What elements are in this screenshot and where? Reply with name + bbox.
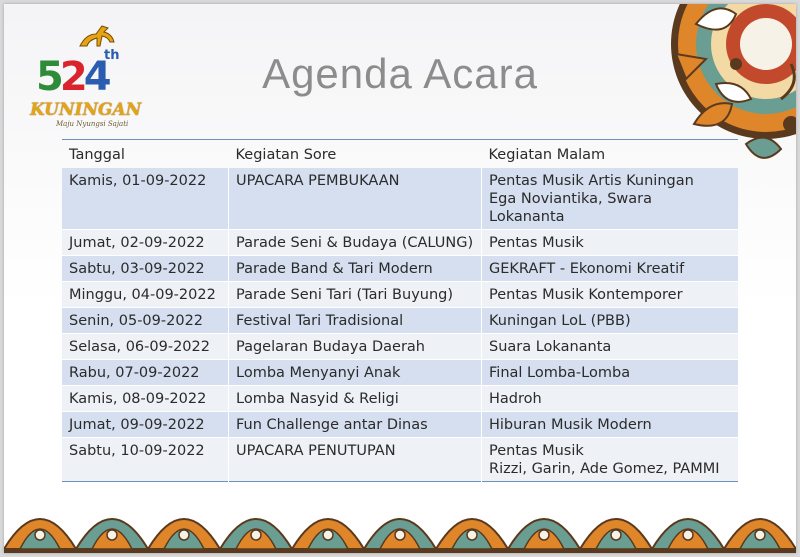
cell-line: GEKRAFT - Ekonomi Kreatif (489, 261, 685, 277)
cell-tanggal: Kamis, 01-09-2022 (69, 173, 207, 189)
cell-kegiatan-sore: Pagelaran Budaya Daerah (229, 334, 482, 360)
cell-line: Pentas Musik Artis Kuningan (489, 173, 694, 189)
cell-line: Pentas Musik (489, 235, 584, 251)
cell-kegiatan-sore: Parade Seni Tari (Tari Buyung) (229, 282, 482, 308)
horse-emblem-icon (76, 22, 120, 50)
cell-kegiatan-malam (482, 282, 739, 308)
cell-line: Hadroh (489, 391, 542, 407)
cell-kegiatan-malam (482, 386, 739, 412)
cell-kegiatan-malam (482, 412, 739, 438)
cell-kegiatan-sore: Fun Challenge antar Dinas (229, 412, 482, 438)
logo-number: 524 (36, 54, 108, 100)
ornament-dot (611, 530, 621, 540)
cell-kegiatan-malam (482, 168, 739, 230)
logo-suffix: th (104, 48, 120, 63)
table-row (62, 230, 738, 256)
cell-tanggal: Sabtu, 03-09-2022 (69, 261, 205, 277)
page-title: Agenda Acara (262, 50, 538, 97)
cell-kegiatan-malam (482, 438, 739, 482)
cell-tanggal: Selasa, 06-09-2022 (69, 339, 210, 355)
cell-line: Final Lomba-Lomba (489, 365, 631, 381)
cell-line: Pentas Musik Kontemporer (489, 287, 683, 303)
ornament-dot (683, 530, 693, 540)
cell-tanggal: Minggu, 04-09-2022 (69, 287, 216, 303)
agenda-body (62, 168, 738, 482)
ornament-dot (467, 530, 477, 540)
table-header-row (62, 140, 738, 169)
cell-kegiatan-sore: UPACARA PEMBUKAAN (229, 168, 482, 230)
header-tanggal: Tanggal (69, 147, 125, 163)
header-kegiatan-malam: Kegiatan Malam (488, 147, 606, 163)
ornament-dot (107, 530, 117, 540)
batik-ornament-bottom-icon (4, 495, 796, 553)
cell-kegiatan-malam (482, 230, 739, 256)
cell-kegiatan-sore: UPACARA PENUTUPAN (229, 438, 482, 482)
cell-line: Kuningan LoL (PBB) (489, 313, 631, 329)
cell-tanggal: Jumat, 09-09-2022 (69, 417, 205, 433)
cell-line: Pentas Musik (489, 443, 584, 459)
ornament-dot (251, 530, 261, 540)
ornament-dot (395, 530, 405, 540)
table-row (62, 308, 738, 334)
cell-kegiatan-sore: Parade Seni & Budaya (CALUNG) (229, 230, 482, 256)
cell-kegiatan-malam (482, 256, 739, 282)
cell-kegiatan-sore: Lomba Menyanyi Anak (229, 360, 482, 386)
ornament-dot (539, 530, 549, 540)
cell-kegiatan-malam (482, 360, 739, 386)
cell-line: Rizzi, Garin, Ade Gomez, PAMMI (489, 461, 720, 477)
cell-tanggal: Jumat, 02-09-2022 (69, 235, 205, 251)
cell-tanggal: Kamis, 08-09-2022 (69, 391, 207, 407)
table-row (62, 360, 738, 386)
cell-line: Hiburan Musik Modern (489, 417, 652, 433)
cell-tanggal: Senin, 05-09-2022 (69, 313, 204, 329)
table-row (62, 438, 738, 482)
cell-tanggal: Sabtu, 10-09-2022 (69, 443, 205, 459)
agenda-table (62, 139, 738, 482)
cell-kegiatan-malam (482, 308, 739, 334)
ornament-dot (179, 530, 189, 540)
cell-tanggal: Rabu, 07-09-2022 (69, 365, 200, 381)
table-row (62, 282, 738, 308)
logo-tagline: Maju Nyungsi Sajati (56, 120, 129, 128)
cell-kegiatan-sore: Festival Tari Tradisional (229, 308, 482, 334)
ornament-dot (35, 530, 45, 540)
ornament-dot (755, 530, 765, 540)
slide (4, 4, 796, 553)
header-kegiatan-sore: Kegiatan Sore (235, 147, 337, 163)
cell-kegiatan-sore: Parade Band & Tari Modern (229, 256, 482, 282)
table-row (62, 412, 738, 438)
logo-name: KUNINGAN (30, 100, 142, 120)
table-row (62, 168, 738, 230)
cell-kegiatan-malam (482, 334, 739, 360)
table-row (62, 334, 738, 360)
table-row (62, 256, 738, 282)
cell-kegiatan-sore: Lomba Nasyid & Religi (229, 386, 482, 412)
ornament-dot (323, 530, 333, 540)
cell-line: Suara Lokananta (489, 339, 612, 355)
cell-line: Ega Noviantika, Swara Lokananta (489, 191, 653, 225)
table-row (62, 386, 738, 412)
